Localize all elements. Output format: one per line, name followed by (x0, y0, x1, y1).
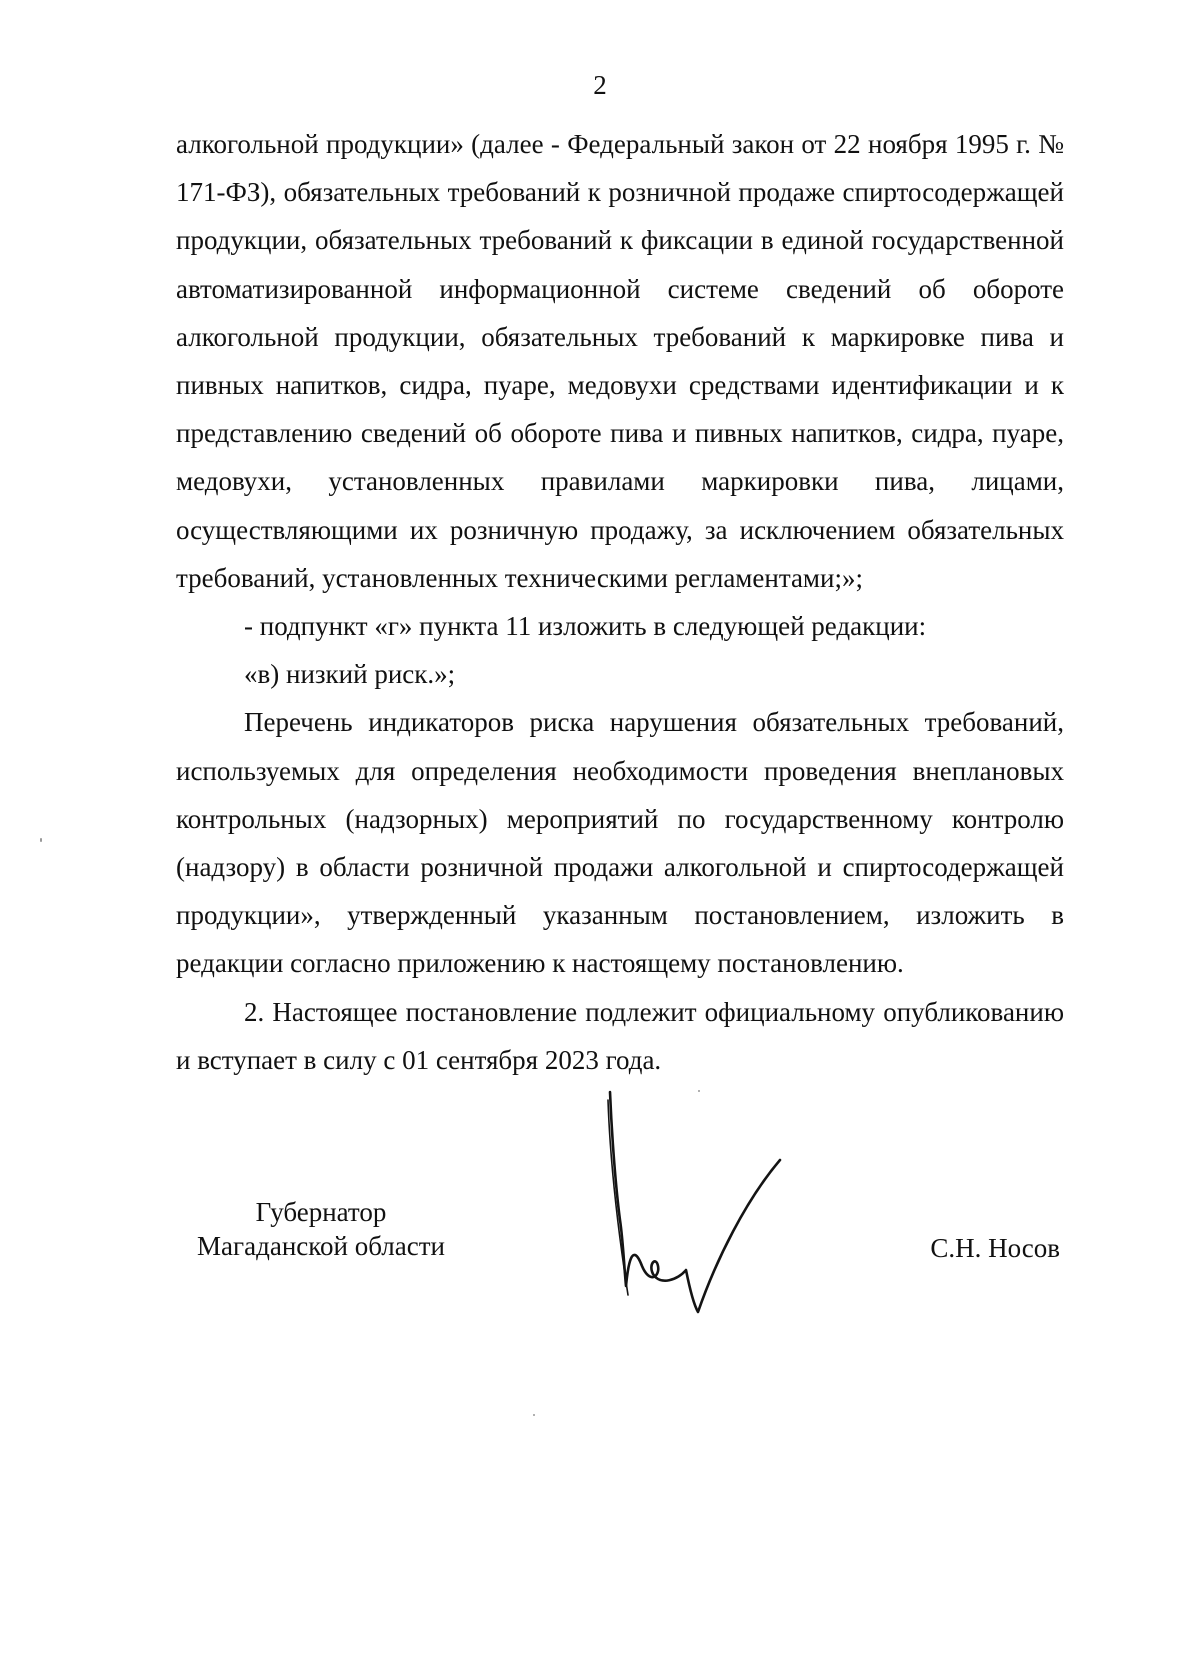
scan-speck (698, 1090, 700, 1092)
signatory-title-line2: Магаданской области (197, 1231, 445, 1261)
paragraph-risk-indicators: Перечень индикаторов риска нарушения обязательных требований, используемых для определения необходимости проведения внеплановых контрольных (надзорных) мероприятий по государственному контролю (надзору) в области розничной продажи алкогольной и спиртосодержащей продукции», утвержденный указанным постановлением, изложить в редакции согласно приложению к настоящему постановлению. (176, 707, 1064, 979)
paragraph-low-risk: «в) низкий риск.»; (244, 659, 456, 690)
page-number: 2 (593, 70, 607, 100)
signatory-name: С.Н. Носов (930, 1233, 1060, 1263)
paragraph-continuation: алкогольной продукции» (далее - Федеральный закон от 22 ноября 1995 г. № 171-ФЗ), обязательных требований к розничной продаже спиртосодержащей продукции, обязательных требований к фиксации в единой государственной автоматизированной информационной системе сведений об обороте алкогольной продукции, обязательных требований к маркировке пива и пивных напитков, сидра, пуаре, медовухи средствами идентификации и к представлению сведений об обороте пива и пивных напитков, сидра, пуаре, медовухи, установленных правилами маркировки пива, лицами, осуществляющими их розничную продажу, за исключением обязательных требований, установленных техническими регламентами;»; (176, 129, 1064, 593)
handwritten-signature (598, 1090, 798, 1320)
scan-speck (533, 1414, 535, 1416)
scan-speck (40, 838, 42, 842)
signatory-title (176, 1195, 466, 1263)
paragraph-subpoint-g: - подпункт «г» пункта 11 изложить в следующей редакции: (244, 611, 927, 642)
paragraph-publication: 2. Настоящее постановление подлежит официальному опубликованию и вступает в силу с 01 сентября 2023 года. (176, 996, 1064, 1075)
signatory-title-line1: Губернатор (255, 1197, 387, 1227)
document-body (176, 120, 1064, 1084)
